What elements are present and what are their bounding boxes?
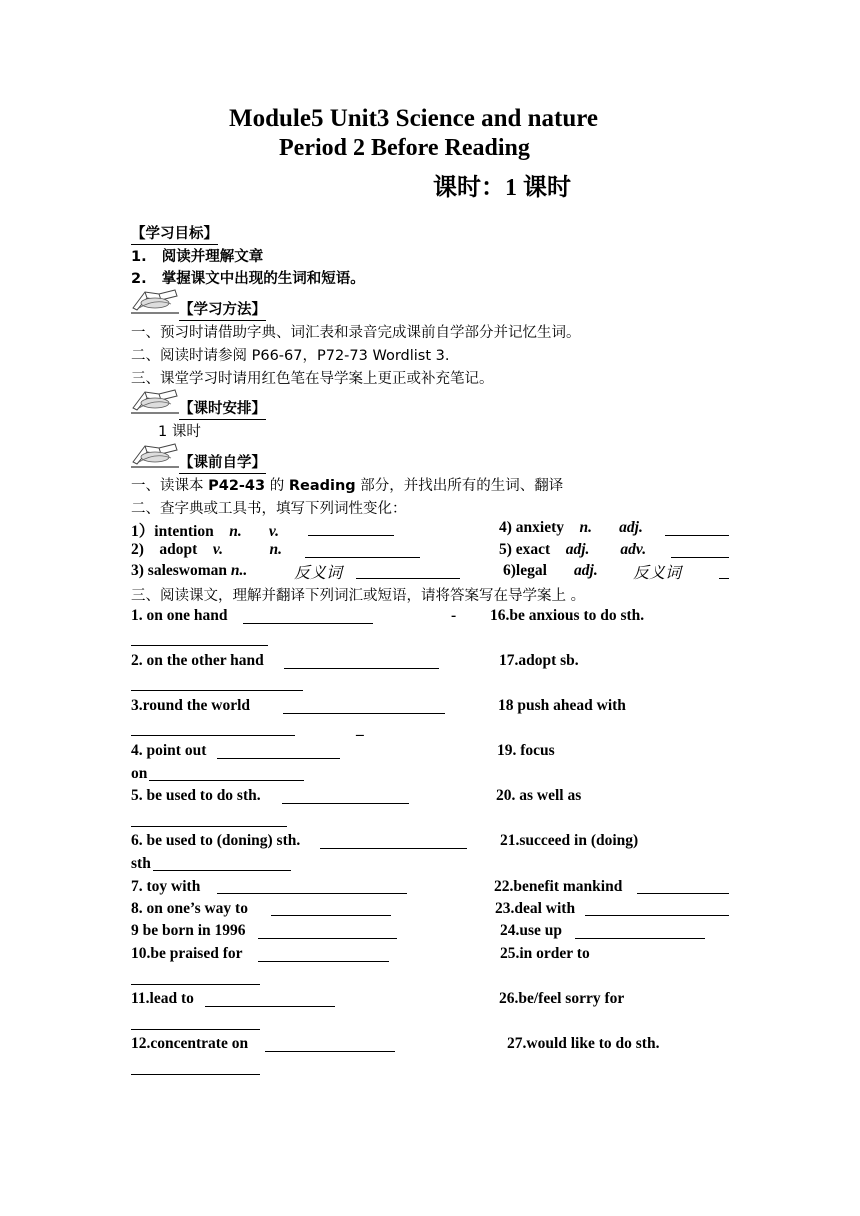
pos-label: v. xyxy=(268,523,280,540)
goal-item-1 xyxy=(131,245,263,266)
word: adopt xyxy=(159,541,198,558)
book-icon xyxy=(131,286,179,314)
phrase-item: 6. be used to (doning) sth. xyxy=(131,832,301,849)
schedule-text: 1 课时 xyxy=(158,424,201,440)
phrase-continuation: sth xyxy=(131,855,151,872)
word-form-anxiety xyxy=(499,519,643,537)
antonym-label: 反义词 xyxy=(633,563,682,582)
goal-text: 阅读并理解文章 xyxy=(161,249,264,265)
word: intention xyxy=(154,523,214,540)
book-icon xyxy=(131,386,179,414)
word-form-saleswoman xyxy=(131,562,247,580)
answer-blank[interactable] xyxy=(153,870,291,871)
book-icon xyxy=(131,440,179,468)
phrase-item: 22.benefit mankind xyxy=(494,878,623,895)
phrase-item: 23.deal with xyxy=(495,900,576,917)
answer-blank[interactable] xyxy=(243,623,373,624)
answer-blank[interactable] xyxy=(356,578,460,579)
pos-label: v. xyxy=(212,541,224,558)
item-num: 5) xyxy=(499,541,512,558)
phrase-item: 26.be/feel sorry for xyxy=(499,990,625,1007)
answer-blank[interactable] xyxy=(283,713,445,714)
class-hours: 课时：1 课时 xyxy=(433,175,571,201)
answer-blank[interactable] xyxy=(131,826,287,827)
answer-blank[interactable] xyxy=(131,1074,260,1075)
word: anxiety xyxy=(515,519,565,536)
word-form-legal xyxy=(503,562,598,580)
answer-blank[interactable] xyxy=(217,893,407,894)
phrase-item: 19. focus xyxy=(497,742,555,759)
word: saleswoman xyxy=(147,562,228,579)
phrase-item: 4. point out xyxy=(131,742,207,759)
pos-label: adv. xyxy=(620,541,647,558)
phrase-item: 25.in order to xyxy=(500,945,590,962)
phrase-item: 7. toy with xyxy=(131,878,201,895)
item-num: 2) xyxy=(131,541,144,558)
method-line-1: 一、预习时请借助字典、词汇表和录音完成课前自学部分并记忆生词。 xyxy=(131,325,581,341)
pos-label: adj. xyxy=(574,562,598,579)
item-num: 4) xyxy=(499,519,512,536)
task-text: 的 xyxy=(265,478,289,494)
task-text: 一、读课本 xyxy=(131,478,209,494)
answer-blank[interactable] xyxy=(271,915,391,916)
answer-blank[interactable] xyxy=(719,578,729,579)
item-num: 3) xyxy=(131,562,144,579)
phrase-item: 20. as well as xyxy=(496,787,582,804)
answer-blank[interactable] xyxy=(131,1029,260,1030)
answer-blank[interactable] xyxy=(671,557,729,558)
phrase-item: 12.concentrate on xyxy=(131,1035,249,1052)
goal-num: 2. xyxy=(131,271,147,287)
goals-heading: 【学习目标】 xyxy=(131,222,218,245)
dash: - xyxy=(451,607,457,624)
document-title: Module5 Unit3 Science and nature xyxy=(229,105,598,132)
answer-blank[interactable] xyxy=(265,1051,395,1052)
answer-blank[interactable] xyxy=(575,938,705,939)
phrase-item: 10.be praised for xyxy=(131,945,243,962)
pos-label: adj. xyxy=(619,519,643,536)
answer-blank[interactable] xyxy=(258,938,397,939)
answer-blank[interactable] xyxy=(665,535,729,536)
phrase-continuation: on xyxy=(131,765,148,782)
answer-blank[interactable] xyxy=(205,1006,335,1007)
answer-blank[interactable] xyxy=(258,961,389,962)
answer-blank[interactable] xyxy=(131,690,303,691)
method-line-3: 三、课堂学习时请用红色笔在导学案上更正或补充笔记。 xyxy=(131,371,494,387)
antonym-label: 反义词 xyxy=(294,563,343,582)
answer-blank[interactable] xyxy=(585,915,729,916)
phrase-item: 3.round the world xyxy=(131,697,250,714)
phrase-item: 17.adopt sb. xyxy=(499,652,579,669)
tail-mark: _ xyxy=(356,721,364,738)
answer-blank[interactable] xyxy=(637,893,729,894)
answer-blank[interactable] xyxy=(320,848,467,849)
methods-heading: 【学习方法】 xyxy=(179,298,266,321)
phrase-item: 1. on one hand xyxy=(131,607,228,624)
phrase-item: 16.be anxious to do sth. xyxy=(490,607,645,624)
answer-blank[interactable] xyxy=(305,557,420,558)
answer-blank[interactable] xyxy=(131,984,260,985)
answer-blank[interactable] xyxy=(149,780,304,781)
task-3: 三、阅读课文，理解并翻译下列词汇或短语，请将答案写在导学案上 。 xyxy=(131,588,586,604)
phrase-item: 21.succeed in (doing) xyxy=(500,832,639,849)
pos-label: n. xyxy=(269,541,283,558)
answer-blank[interactable] xyxy=(131,735,295,736)
answer-blank[interactable] xyxy=(282,803,409,804)
phrase-item: 9 be born in 1996 xyxy=(131,922,246,939)
goal-num: 1. xyxy=(131,249,147,265)
selfstudy-heading: 【课前自学】 xyxy=(179,451,266,474)
method-line-2: 二、阅读时请参阅 P66-67，P72-73 Wordlist 3. xyxy=(131,348,450,364)
task-text: 部分，并找出所有的生词、翻译 xyxy=(355,478,564,494)
task-2: 二、查字典或工具书，填写下列词性变化： xyxy=(131,501,407,517)
answer-blank[interactable] xyxy=(131,645,268,646)
word: exact xyxy=(515,541,551,558)
period-subtitle: Period 2 Before Reading xyxy=(279,135,530,161)
goal-item-2 xyxy=(131,267,365,288)
answer-blank[interactable] xyxy=(217,758,340,759)
task-pages: P42-43 xyxy=(208,478,266,494)
phrase-item: 27.would like to do sth. xyxy=(507,1035,660,1052)
pos-label: n. xyxy=(229,523,242,540)
task-section: Reading xyxy=(288,478,356,494)
pos-label: adj. xyxy=(565,541,590,558)
phrase-item: 18 push ahead with xyxy=(498,697,626,714)
word-form-adopt xyxy=(131,541,282,559)
phrase-item: 11.lead to xyxy=(131,990,194,1007)
pos-label: n.. xyxy=(230,562,248,579)
phrase-item: 2. on the other hand xyxy=(131,652,264,669)
word-form-intention xyxy=(131,519,279,541)
phrase-item: 24.use up xyxy=(500,922,563,939)
word: legal xyxy=(515,562,547,579)
goal-text: 掌握课文中出现的生词和短语。 xyxy=(161,271,365,287)
word-form-exact xyxy=(499,541,646,559)
task-1 xyxy=(131,474,563,495)
answer-blank[interactable] xyxy=(284,668,439,669)
phrase-item: 5. be used to do sth. xyxy=(131,787,261,804)
answer-blank[interactable] xyxy=(308,535,394,536)
item-num: 6) xyxy=(503,562,516,579)
item-num: 1） xyxy=(131,523,155,540)
schedule-heading: 【课时安排】 xyxy=(179,397,266,420)
pos-label: n. xyxy=(579,519,593,536)
phrase-item: 8. on one’s way to xyxy=(131,900,248,917)
